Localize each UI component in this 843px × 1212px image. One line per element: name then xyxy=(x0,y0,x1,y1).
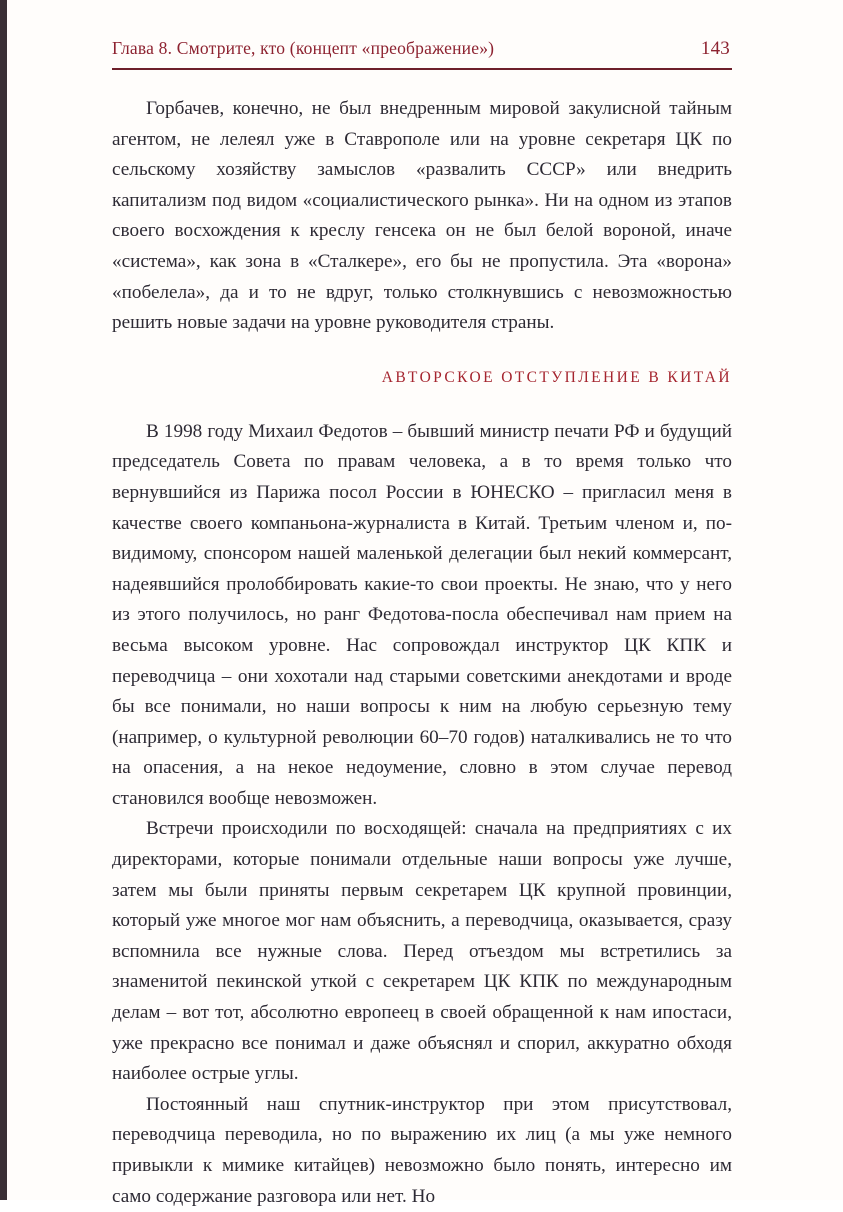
page-content xyxy=(112,38,732,1212)
paragraph: Горбачев, конечно, не был внедренным мировой закулисной тайным агентом, не лелеял уже в Ставрополе или на уровне секретаря ЦК по сельскому хозяйству замыслов «развалить СССР» или внедрить капитализм под видом «социалистического рынка». Ни на одном из этапов своего восхождения к креслу генсека он не был белой вороной, иначе «система», как зона в «Сталкере», его бы не пропустила. Эта «ворона» «побелела», да и то не вдруг, только столкнувшись с невозможностью решить новые задачи на уровне руководителя страны. xyxy=(112,98,732,334)
section-subheading: АВТОРСКОЕ ОТСТУПЛЕНИЕ В КИТАЙ xyxy=(381,368,732,386)
page-number: 143 xyxy=(700,38,730,59)
paragraph: Постоянный наш спутник-инструктор при этом присутствовал, переводчица переводила, но по выражению их лиц (а мы уже немного привыкли к мимике китайцев) невозможно было понять, интересно им само содержание разговора или нет. Но xyxy=(112,1093,732,1207)
running-head-chapter-title: Глава 8. Смотрите, кто (концепт «преображение») xyxy=(112,38,495,58)
paragraph: Встречи происходили по восходящей: сначала на предприятиях с их директорами, которые понимали отдельные наши вопросы уже лучше, затем мы были приняты первым секретарем ЦК крупной провинции, который уже многое мог нам объяснить, а переводчица, оказывается, сразу вспомнила все нужные слова. Перед отъездом мы встретились за знаменитой пекинской уткой с секретарем ЦК КПК по международным делам – вот тот, абсолютно европеец в своей обращенной к нам ипостаси, уже прекрасно все понимал и даже объяснял и спорил, аккуратно обходя наиболее острые углы. xyxy=(112,818,732,1085)
page-binding-edge xyxy=(0,0,7,1200)
paragraph: В 1998 году Михаил Федотов – бывший министр печати РФ и будущий председатель Совета по правам человека, а в то время только что вернувшийся из Парижа посол России в ЮНЕСКО – пригласил меня в качестве своего компаньона-журналиста в Китай. Третьим членом и, по-видимому, спонсором нашей маленькой делегации был некий коммерсант, надеявшийся пролоббировать какие-то свои проекты. Не знаю, что у него из этого получилось, но ранг Федотова-посла обеспечивал нам прием на весьма высоком уровне. Нас сопровождал инструктор ЦК КПК и переводчица – они хохотали над старыми советскими анекдотами и вроде бы все понимали, но наши вопросы к ним на любую серьезную тему (например, о культурной революции 60–70 годов) наталкивались не то что на опасения, а на некое недоумение, словно в этом случае перевод становился вообще невозможен. xyxy=(112,420,732,809)
running-head xyxy=(112,38,732,68)
header-rule xyxy=(112,68,732,70)
